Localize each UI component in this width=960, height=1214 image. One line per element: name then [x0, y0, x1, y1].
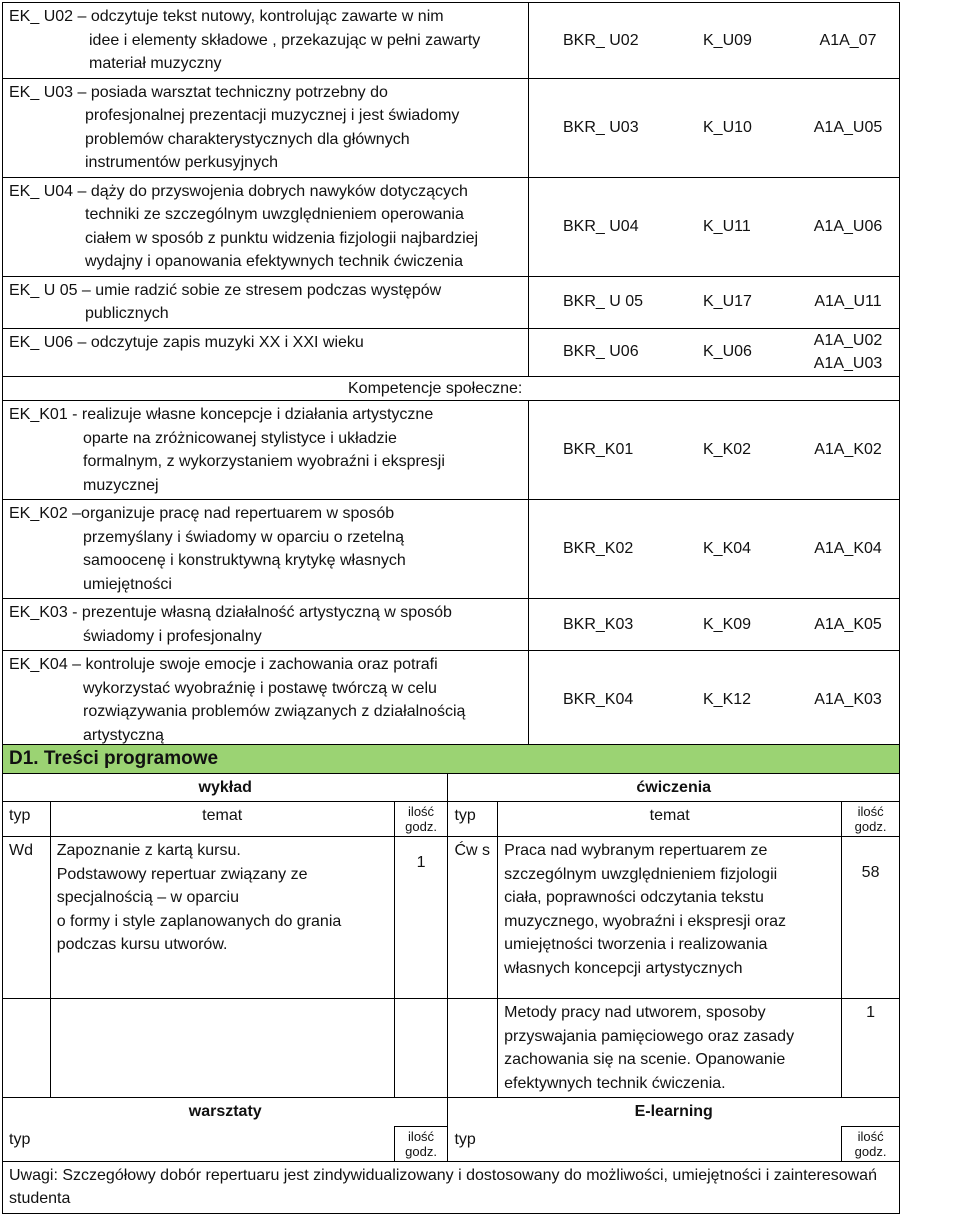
code-c3 — [803, 688, 893, 712]
outcome-codes — [529, 500, 900, 599]
text-line: idee i elementy składowe , przekazując w pełni zawarty — [89, 31, 481, 49]
code-line: A1A_U03 — [813, 355, 883, 372]
outcome-description — [3, 328, 529, 376]
exercise-topic-1 — [498, 837, 842, 999]
text-line: wykorzystać wyobraźnię i postawę twórczą w celu — [83, 679, 437, 697]
code-line: A1A_K03 — [814, 691, 882, 709]
text-line: EK_K03 - prezentuje własną działalność artystyczną w sposób — [9, 604, 452, 621]
code-c1: BKR_K01 — [563, 441, 634, 459]
code-c3 — [803, 329, 893, 376]
text-line: efektywnych technik ćwiczenia. — [504, 1074, 726, 1092]
code-line: A1A_U05 — [813, 118, 883, 136]
col-hours: ilość godz. — [394, 1126, 448, 1161]
codes-row — [535, 438, 893, 462]
text-line: EK_ U04 – dąży do przyswojenia dobrych nawyków dotyczących — [9, 182, 468, 200]
text-line: świadomy i profesjonalny — [83, 627, 262, 645]
exercise-typ: Ćw s — [448, 837, 498, 999]
col-typ: typ — [448, 802, 498, 837]
program-content-table — [2, 744, 900, 1214]
col-temat: temat — [50, 802, 394, 837]
code-line: A1A_K04 — [814, 540, 882, 558]
code-c3 — [803, 438, 893, 462]
text-line: techniki ze szczególnym uwzględnieniem operowania — [85, 206, 464, 223]
learning-outcomes-table — [2, 2, 900, 750]
outcome-description — [3, 651, 529, 750]
text-line: ciałem w sposób z punktu widzenia fizjologii najbardziej — [85, 229, 479, 247]
code-line: A1A_U11 — [814, 293, 882, 311]
text-line: oparte na zróżnicowanej stylistyce i układzie — [83, 429, 397, 447]
text-line: umiejętności tworzenia i realizowania — [504, 936, 768, 953]
empty-cell — [50, 999, 394, 1098]
code-c1: BKR_K03 — [563, 615, 634, 633]
col-hours: ilość godz. — [394, 802, 448, 837]
code-c2: K_U09 — [703, 31, 752, 49]
code-c1: BKR_ U02 — [563, 31, 639, 49]
code-c1: BKR_K02 — [563, 540, 634, 558]
text-line: EK_ U03 – posiada warsztat techniczny potrzebny do — [9, 83, 388, 101]
text-line: zachowania się na scenie. Opanowanie — [504, 1051, 786, 1068]
text-line: przyswajania pamięciowego oraz zasady — [504, 1027, 795, 1045]
text-line: instrumentów perkusyjnych — [85, 154, 278, 171]
code-c1: BKR_ U06 — [563, 343, 639, 361]
exercises-header: ćwiczenia — [448, 773, 900, 802]
code-c2: K_K02 — [703, 441, 752, 459]
text-line: publicznych — [85, 305, 169, 322]
text-line: EK_ U 05 – umie radzić sobie ze stresem podczas występów — [9, 281, 442, 299]
text-line: EK_K02 –organizuje pracę nad repertuarem w sposób — [9, 505, 395, 522]
text-line: Zapoznanie z kartą kursu. — [56, 842, 241, 859]
text-line: szczególnym uwzględnieniem fizjologii — [504, 865, 778, 883]
program-title: D1. Treści programowe — [3, 745, 900, 774]
outcome-description — [3, 599, 529, 651]
codes-row — [535, 215, 893, 239]
text-line: EK_ U06 – odczytuje zapis muzyki XX i XXI wieku — [9, 333, 364, 351]
outcome-codes — [529, 651, 900, 750]
code-line: A1A_K02 — [814, 441, 882, 459]
social-competences-header: Kompetencje społeczne: — [3, 376, 900, 401]
code-c1: BKR_K04 — [563, 691, 634, 709]
outcome-codes — [529, 328, 900, 376]
text-line: problemów charakterystycznych dla głównych — [85, 130, 410, 148]
text-line: samoocenę i konstruktywną krytykę własnych — [83, 552, 406, 569]
text-line: podczas kursu utworów. — [56, 936, 228, 953]
text-line: przemyślany i świadomy w oparciu o rzetelną — [83, 528, 405, 546]
code-c2: K_K04 — [703, 540, 752, 558]
code-c1: BKR_ U 05 — [563, 293, 644, 311]
text-line: EK_ U02 – odczytuje tekst nutowy, kontrolując zawarte w nim — [9, 8, 444, 25]
code-line: A1A_U06 — [813, 217, 883, 235]
code-c1: BKR_ U03 — [563, 118, 639, 136]
code-c2: K_U06 — [703, 343, 752, 361]
code-c1: BKR_ U04 — [563, 217, 639, 235]
col-hours: ilość godz. — [842, 1126, 900, 1161]
lecture-hours: 1 — [394, 837, 448, 999]
lecture-topic — [50, 837, 394, 999]
codes-row — [535, 29, 893, 53]
code-c2: K_U10 — [703, 118, 752, 136]
exercise-hours-1: 58 — [842, 837, 900, 999]
col-typ: typ — [448, 1126, 842, 1161]
codes-row — [535, 688, 893, 712]
codes-row — [535, 329, 893, 376]
codes-row — [535, 290, 893, 314]
code-c2: K_K12 — [703, 691, 752, 709]
outcome-codes — [529, 276, 900, 328]
empty-cell — [394, 999, 448, 1098]
elearning-header: E-learning — [448, 1098, 900, 1127]
lecture-typ: Wd — [3, 837, 51, 999]
text-line: EK_K01 - realizuje własne koncepcje i działania artystyczne — [9, 406, 434, 423]
outcome-codes — [529, 3, 900, 79]
text-line: o formy i style zaplanowanych do grania — [56, 912, 342, 930]
outcome-description — [3, 177, 529, 276]
text-line: własnych koncepcji artystycznych — [504, 959, 743, 977]
code-c2: K_U17 — [703, 293, 752, 311]
text-line: profesjonalnej prezentacji muzycznej i jest świadomy — [85, 107, 460, 124]
exercise-topic-2 — [498, 999, 842, 1098]
text-line: Metody pracy nad utworem, sposoby — [504, 1004, 766, 1021]
code-c3 — [803, 29, 893, 53]
text-line: Podstawowy repertuar związany ze — [56, 865, 308, 883]
note: Uwagi: Szczegółowy dobór repertuaru jest zindywidualizowany i dostosowany do możliwości, umiejętności i zainteresowań studenta — [3, 1161, 900, 1213]
outcome-description — [3, 276, 529, 328]
outcome-description — [3, 401, 529, 500]
text-line: umiejętności — [83, 575, 172, 593]
codes-row — [535, 613, 893, 637]
text-line: muzycznej — [83, 476, 159, 494]
outcome-description — [3, 3, 529, 79]
code-c3 — [803, 116, 893, 140]
text-line: muzycznego, wyobraźni i ekspresji oraz — [504, 912, 787, 930]
lecture-header: wykład — [3, 773, 448, 802]
text-line: formalnym, z wykorzystaniem wyobraźni i ekspresji — [83, 453, 445, 470]
col-typ: typ — [3, 802, 51, 837]
text-line: ciała, poprawności odczytania tekstu — [504, 889, 764, 906]
text-line: artystyczną — [83, 726, 164, 744]
code-line: A1A_U02 — [813, 331, 883, 349]
workshop-header: warsztaty — [3, 1098, 448, 1127]
code-c2: K_K09 — [703, 615, 752, 633]
codes-row — [535, 116, 893, 140]
empty-cell — [3, 999, 51, 1098]
outcome-codes — [529, 599, 900, 651]
code-c3 — [803, 537, 893, 561]
outcome-codes — [529, 78, 900, 177]
outcome-description — [3, 78, 529, 177]
col-typ: typ — [3, 1126, 395, 1161]
outcome-codes — [529, 401, 900, 500]
code-c3 — [803, 215, 893, 239]
text-line: rozwiązywania problemów związanych z działalnością — [83, 703, 466, 720]
code-line: A1A_K05 — [814, 615, 882, 633]
text-line: specjalnością – w oparciu — [56, 889, 240, 906]
col-temat: temat — [498, 802, 842, 837]
empty-cell — [448, 999, 498, 1098]
outcome-description — [3, 500, 529, 599]
text-line: Praca nad wybranym repertuarem ze — [504, 842, 768, 859]
text-line: materiał muzyczny — [89, 55, 222, 72]
code-c2: K_U11 — [703, 217, 751, 235]
text-line: EK_K04 – kontroluje swoje emocje i zachowania oraz potrafi — [9, 656, 438, 673]
exercise-hours-2: 1 — [842, 999, 900, 1098]
code-c3 — [803, 290, 893, 314]
text-line: wydajny i opanowania efektywnych technik ćwiczenia — [85, 253, 463, 270]
outcome-codes — [529, 177, 900, 276]
code-c3 — [803, 613, 893, 637]
code-line: A1A_07 — [819, 31, 877, 49]
codes-row — [535, 537, 893, 561]
col-hours: ilość godz. — [842, 802, 900, 837]
